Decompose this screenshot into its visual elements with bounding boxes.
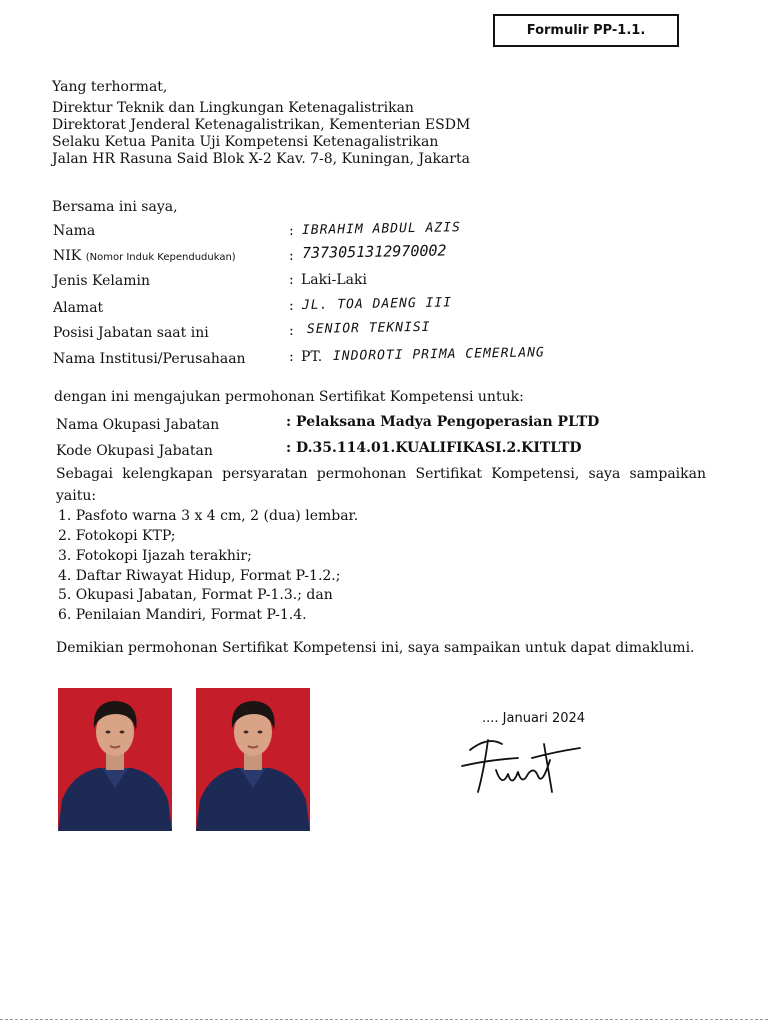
requirement-item: 3. Fotokopi Ijazah terakhir; [58, 548, 252, 564]
salutation: Yang terhormat, [52, 79, 168, 95]
address-label: Alamat [53, 300, 104, 316]
nik-label: NIK [53, 248, 82, 264]
footer-line [0, 1019, 768, 1020]
requirement-item: 1. Pasfoto warna 3 x 4 cm, 2 (dua) lembar. [58, 508, 359, 524]
passport-photo [58, 688, 172, 831]
nama-label: Nama [53, 223, 96, 239]
gender-value: Laki-Laki [301, 272, 367, 288]
occupation-code-value: : D.35.114.01.KUALIFIKASI.2.KITLTD [286, 440, 582, 456]
position-value: SENIOR TEKNISI [306, 319, 431, 337]
position-label: Posisi Jabatan saat ini [53, 325, 209, 341]
occupation-name-label: Nama Okupasi Jabatan [56, 417, 220, 433]
occupation-code-label: Kode Okupasi Jabatan [56, 443, 213, 459]
recipient-line-1: Direktur Teknik dan Lingkungan Ketenagalistrikan [52, 100, 414, 116]
recipient-line-2: Direktorat Jenderal Ketenagalistrikan, Kementerian ESDM [52, 117, 471, 133]
intro-text: Bersama ini saya, [52, 199, 178, 215]
recipient-line-3: Selaku Ketua Panita Uji Kompetensi Ketenagalistrikan [52, 134, 439, 150]
passport-photo [196, 688, 310, 831]
signature [458, 730, 588, 800]
recipient-line-4: Jalan HR Rasuna Said Blok X-2 Kav. 7-8, Kuningan, Jakarta [52, 151, 470, 167]
institution-label: Nama Institusi/Perusahaan [53, 351, 246, 367]
requirement-item: 2. Fotokopi KTP; [58, 528, 176, 544]
form-code-box [493, 14, 679, 47]
form-code: Formulir PP-1.1. [526, 23, 646, 38]
nama-value: IBRAHIM ABDUL AZIS [301, 220, 461, 238]
gender-label: Jenis Kelamin [53, 273, 150, 289]
institution-colon: : [289, 349, 294, 365]
nama-colon: : [289, 223, 294, 239]
closing-text: Demikian permohonan Sertifikat Kompetensi ini, saya sampaikan untuk dapat dimaklumi. [56, 640, 695, 656]
requirement-item: 6. Penilaian Mandiri, Format P-1.4. [58, 607, 307, 623]
gender-colon: : [289, 272, 294, 288]
address-colon: : [289, 298, 294, 314]
nik-value: 7373051312970002 [301, 241, 447, 262]
position-colon: : [289, 323, 294, 339]
requirements-intro: Sebagai kelengkapan persyaratan permohonan Sertifikat Kompetensi, saya sampaikan yaitu: [56, 466, 706, 504]
nik-colon: : [289, 248, 294, 264]
requirement-item: 5. Okupasi Jabatan, Format P-1.3.; dan [58, 587, 333, 603]
nik-row [53, 247, 236, 267]
request-intro: dengan ini mengajukan permohonan Sertifikat Kompetensi untuk: [54, 389, 524, 405]
institution-prefix: PT. [301, 349, 323, 365]
occupation-name-value: : Pelaksana Madya Pengoperasian PLTD [286, 414, 600, 430]
requirement-item: 4. Daftar Riwayat Hidup, Format P-1.2.; [58, 568, 341, 584]
nik-note: (Nomor Induk Kependudukan) [85, 252, 236, 263]
letter-date: .... Januari 2024 [482, 711, 586, 726]
institution-value: INDOROTI PRIMA CEMERLANG [332, 345, 545, 364]
address-value: JL. TOA DAENG III [301, 295, 453, 313]
